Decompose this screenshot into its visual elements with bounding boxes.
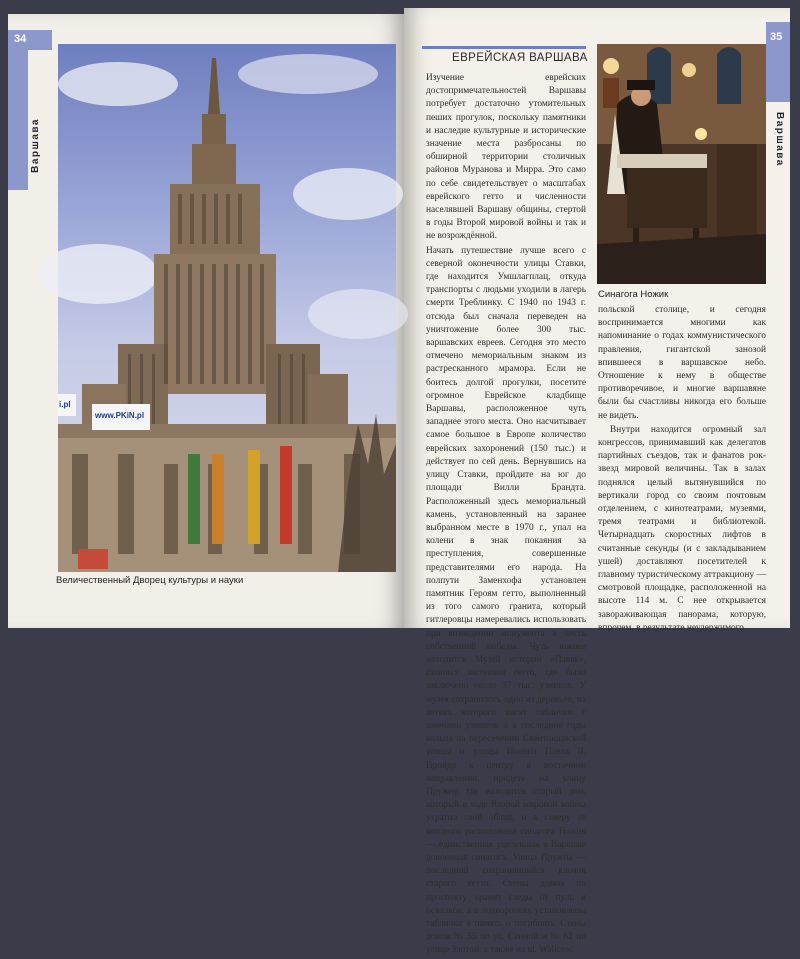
- synagogue-illustration: [597, 44, 766, 284]
- caption-synagogue: Синагога Ножик: [598, 289, 669, 300]
- left-section-tab: [8, 30, 28, 190]
- heading-rule: [422, 46, 586, 49]
- page-number-right: 35: [770, 31, 783, 43]
- palace-illustration: [58, 44, 396, 572]
- paragraph: Внутри находится огромный зал конгрессов, принимавший как делегатов партийных съездов, так и фанатов рок-звезд мировой величины. Так в залах поднялся целый вытянувшийся по вертикали город со своим почтовым отделением, с кинотеатрами, музеями, тремя театрами и библиотекой. Четырнадцать скоростных лифтов в считанные секунды (и с закладыванием ушей) доставляют посетителей к главному туристическому аттракциону — смотровой площадке, расположенной на высоте 114 м. С нее открывается завораживающая панорама, которую, впрочем, в результате неудержимого: [598, 424, 766, 633]
- paragraph: Изучение еврейских достопримечательностей Варшавы потребует достаточно утомительных пеших прогулок, поскольку памятники и наследие культурные и исторические значение места разбросаны по обширной территории столичных районов Мурановa и Миррa. Это само по себе свидетельствует о масштабах еврейского гетто и численности населявшей Варшаву общины, стертой в годы Второй мировой войны и так и не возрождённой.: [426, 73, 586, 242]
- synagogue-photo: [597, 44, 766, 284]
- section-heading: ЕВРЕЙСКАЯ ВАРШАВА: [452, 52, 588, 64]
- side-label-right: Варшава: [774, 112, 785, 167]
- caption-palace: Величественный Дворец культуры и науки: [56, 575, 244, 586]
- paragraph: Начать путешествие лучше всего с северной оконечности улицы Ставки, где находится Умшлагплац, откуда транспорты с людьми уходили в лагерь смерти Треблинку. С 1940 по 1943 г. отсюда был сначала переведен на уничтожение более 300 тыс. варшавских евреев. Сегодня это место отмечено мемориальным знаком из растресканного мрамора. Если не боитесь долгой прогулки, посетите огромное Еврейское кладбище Варшавы, расположенное чуть западнее этого места. Оно насчитывает самое большое в Европе количество еврейских захоронений (150 тыс.) и действует по сей день. Вернувшись на улицу Ставки, пройдите на юг до площади Вилли Брандта. Расположенный здесь мемориальный камень, установленный на заранее выбранном месте в 1970 г., упал на колени в знак покаяния за преступления, совершенные представителями его народа. На полпути Заменхофа установлен памятник Героям гетто, выполненный из того самого гранита, который гитлеровцы намеревались использовать при возведении монумента в честь собственной победы. Чуть южнее находится Музей истории «Павяк», главных застенков гетто, где было заключено около 37 тыс. узников. У музея сохранилось одно из деревьев, на ветвях которого висят таблички с именами узников, а в последние годы кольца на пересечении Свентокшиской улицы и улицы Иоанна Павла II. Пройдя к центру в восточном направлении, придете на улицу Пружну, где находится старый дом, который в ходе Второй мировой войны утратил свой облик, и к северу от которого расположена синагога Ножик — единственная уцелевшая в Варшаве довоенная синагога. Улица Пружна — последний сохранившийся клочок старого гетто. Стены домов по проспекту хранят следы от пуль и осколков, а в подворотнях установлены таблички в память о погибших. Стены домов № 55 по ул. Сенной и № 62 по улице Злотой, а также на ul. Walicow.: [426, 245, 586, 956]
- page-number-left: 34: [14, 33, 27, 45]
- photo-sign-small: i.pl: [59, 400, 71, 409]
- side-label-left: Варшава: [30, 118, 41, 173]
- paragraph: польской столице, и сегодня воспринимается многими как напоминание о годах коммунистического правления, гигантской занозой впившееся в варшавское небо. Отношение к нему в обществе противоречивое, и многие варшавяне были бы счастливы никогда его больше не видеть.: [598, 305, 766, 421]
- palace-of-culture-photo: [58, 44, 396, 572]
- photo-sign: www.PKiN.pl: [95, 411, 145, 420]
- text-column-a: [426, 72, 586, 959]
- text-column-b: [598, 304, 766, 636]
